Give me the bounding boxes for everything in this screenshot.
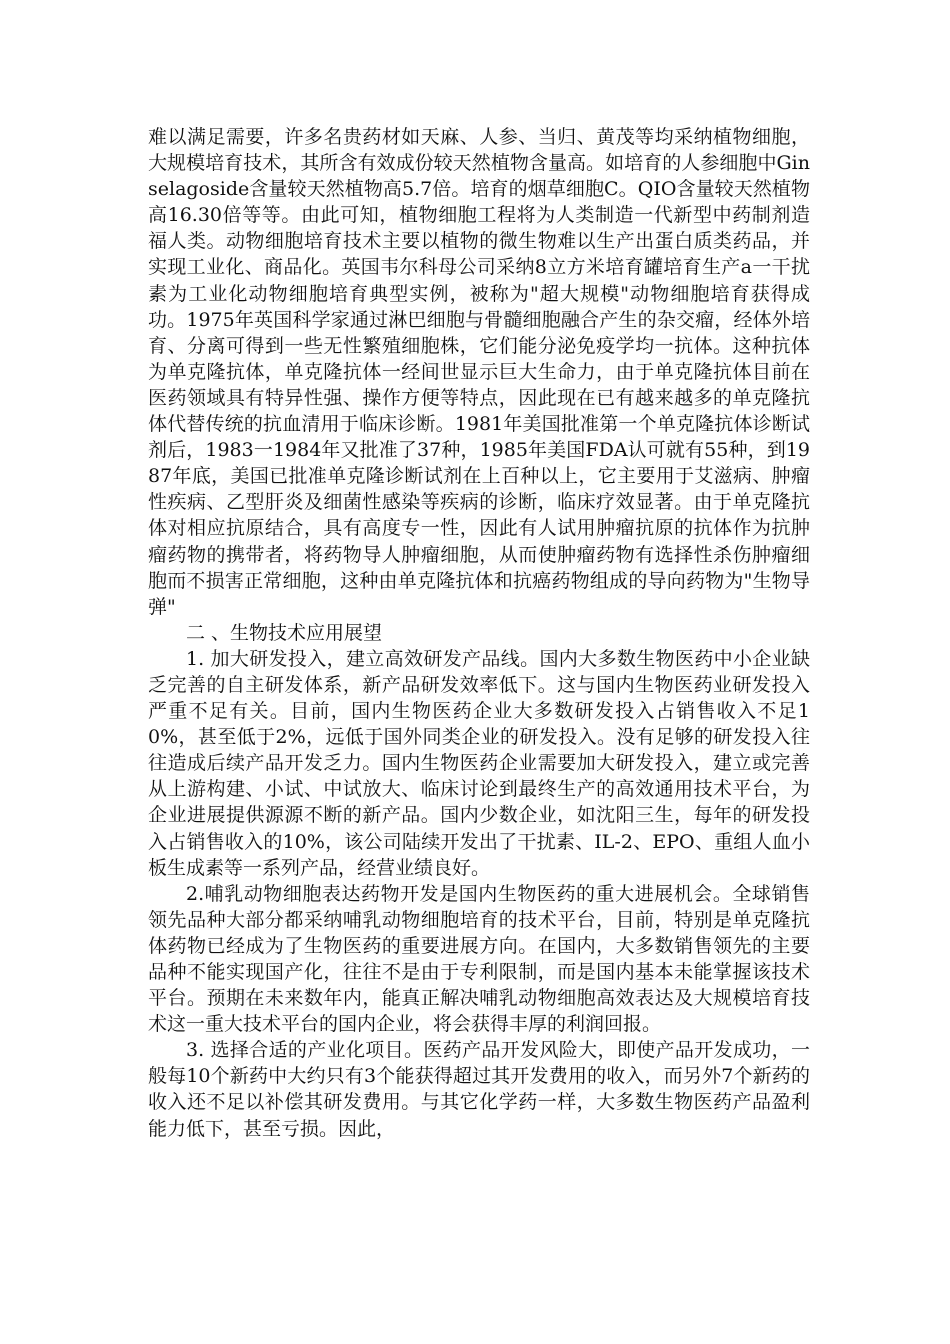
section-heading: 二 、生物技术应用展望	[186, 621, 383, 644]
paragraph-continued: 难以满足需要，许多名贵药材如天麻、人参、当归、黄茂等均采纳植物细胞，大规模培育技术，其所含有效成份较天然植物含量高。如培育的人参细胞中Ginselagoside含量较天然植物高5.7倍。培育的烟草细胞C。QIO含量较天然植物高16.30倍等等。由此可知，植物细胞工程将为人类制造一代新型中药制剂造福人类。动物细胞培育技术主要以植物的微生物难以生产出蛋白质类药品，并实现工业化、商品化。英国韦尔科母公司采纳8立方米培育罐培育生产a一干扰素为工业化动物细胞培育典型实例，被称为"超大规模"动物细胞培育获得成功。1975年英国科学家通过淋巴细胞与骨髓细胞融合产生的杂交瘤，经体外培育、分离可得到一些无性繁殖细胞株，它们能分泌免疫学均一抗体。这种抗体为单克隆抗体，单克隆抗体一经间世显示巨大生命力，由于单克隆抗体目前在医药领域具有特异性强、操作方便等特点，因此现在已有越来越多的单克隆抗体代替传统的抗血清用于临床诊断。1981年美国批准第一个单克隆抗体诊断试剂后，1983一1984年又批准了37种，1985年美国FDA认可就有55种，到1987年底，美国已批准单克隆诊断试剂在上百种以上，它主要用于艾滋病、肿瘤性疾病、乙型肝炎及细菌性感染等疾病的诊断，临床疗效显著。由于单克隆抗体对相应抗原结合，具有高度专一性，因此有人试用肿瘤抗原的抗体作为抗肿瘤药物的携带者，将药物导人肿瘤细胞，从而使肿瘤药物有选择性杀伤肿瘤细胞而不损害正常细胞，这种由单克隆抗体和抗癌药物组成的导向药物为"生物导弹"	[148, 126, 810, 618]
paragraph-item-3: 3. 选择合适的产业化项目。医药产品开发风险大，即使产品开发成功，一般每10个新药中大约只有3个能获得超过其开发费用的收入，而另外7个新药的收入还不足以补偿其研发费用。与其它化学药一样，大多数生物医药产品盈利能力低下，甚至亏损。因此，	[148, 1039, 810, 1140]
paragraph-item-2: 2.哺乳动物细胞表达药物开发是国内生物医药的重大进展机会。全球销售领先品种大部分都采纳哺乳动物细胞培育的技术平台，目前，特别是单克隆抗体药物已经成为了生物医药的重要进展方向。在国内，大多数销售领先的主要品种不能实现国产化，往往不是由于专利限制，而是国内基本未能掌握该技术平台。预期在未来数年内，能真正解决哺乳动物细胞高效表达及大规模培育技术这一重大技术平台的国内企业，将会获得丰厚的利润回报。	[148, 882, 810, 1036]
paragraph-item-1: 1. 加大研发投入，建立高效研发产品线。国内大多数生物医药中小企业缺乏完善的自主研发体系，新产品研发效率低下。这与国内生物医药业研发投入严重不足有关。目前，国内生物医药企业大多数研发投入占销售收入不足10%，甚至低于2%，远低于国外同类企业的研发投入。没有足够的研发投入往往造成后续产品开发乏力。国内生物医药企业需要加大研发投入，建立或完善从上游构建、小试、中试放大、临床讨论到最终生产的高效通用技术平台，为企业进展提供源源不断的新产品。国内少数企业，如沈阳三生，每年的研发投入占销售收入的10%，该公司陆续开发出了干扰素、IL-2、EPO、重组人血小板生成素等一系列产品，经营业绩良好。	[148, 647, 810, 879]
document-body	[148, 124, 810, 1142]
